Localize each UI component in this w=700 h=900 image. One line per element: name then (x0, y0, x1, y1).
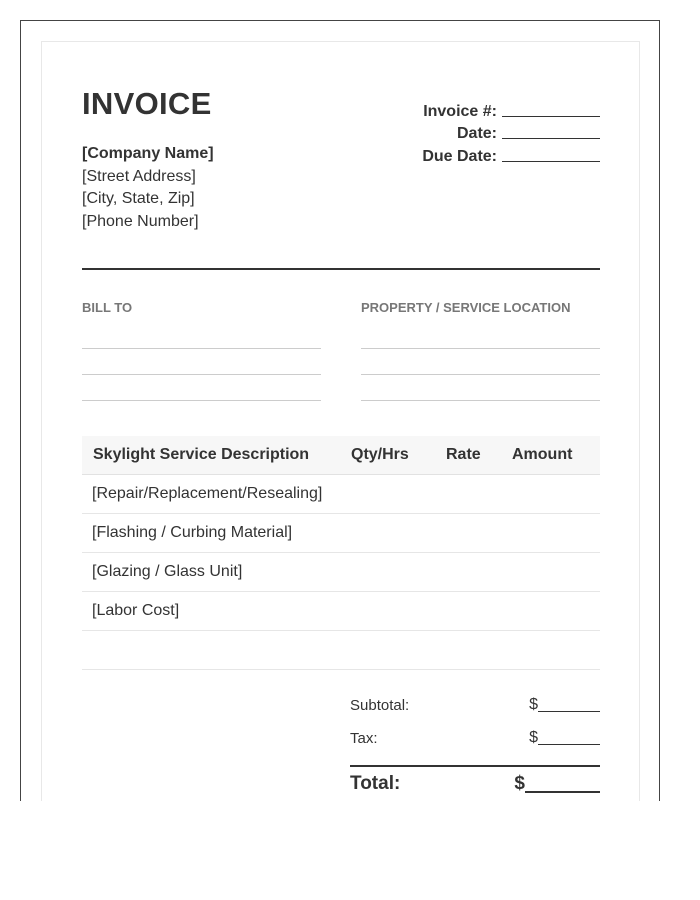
table-row-divider (82, 552, 600, 553)
company-info (82, 143, 214, 233)
items-table-header (82, 436, 600, 475)
service-location-line-1[interactable] (361, 348, 600, 349)
invoice-meta (422, 98, 600, 166)
due-date-label: Due Date: (422, 147, 497, 165)
company-phone: [Phone Number] (82, 212, 199, 230)
company-name: [Company Name] (82, 145, 214, 162)
service-location-line-2[interactable] (361, 374, 600, 375)
company-street-address: [Street Address] (82, 167, 196, 185)
subtotal-label: Subtotal: (350, 697, 410, 714)
tax-blank[interactable] (538, 730, 600, 745)
header-divider (82, 268, 600, 270)
total-blank[interactable] (525, 775, 600, 793)
tax-label: Tax: (350, 730, 378, 747)
bill-to-line-3[interactable] (82, 400, 321, 401)
total-label: Total: (350, 773, 401, 794)
service-location-line-3[interactable] (361, 400, 600, 401)
column-header-description: Skylight Service Description (93, 446, 310, 463)
table-row-description[interactable]: [Repair/Replacement/Resealing] (92, 485, 323, 502)
table-row-description[interactable]: [Glazing / Glass Unit] (92, 563, 243, 580)
invoice-number-label: Invoice #: (423, 102, 497, 120)
table-empty-row-divider (82, 669, 600, 670)
tax-currency-symbol: $ (529, 729, 538, 746)
table-row-divider (82, 591, 600, 592)
bill-to-line-2[interactable] (82, 374, 321, 375)
date-row (422, 121, 600, 144)
date-field[interactable] (502, 124, 600, 139)
bill-to-label: BILL TO (82, 300, 133, 315)
subtotal-field[interactable] (529, 696, 600, 714)
column-header-amount: Amount (512, 446, 573, 463)
invoice-number-row (422, 98, 600, 121)
table-row-description[interactable]: [Flashing / Curbing Material] (92, 524, 293, 541)
total-divider (350, 765, 600, 767)
tax-field[interactable] (529, 729, 600, 747)
subtotal-currency-symbol: $ (529, 696, 538, 713)
date-label: Date: (456, 125, 497, 142)
service-location-label: PROPERTY / SERVICE LOCATION (361, 300, 571, 315)
due-date-field[interactable] (502, 147, 600, 162)
total-field[interactable] (514, 773, 600, 795)
invoice-number-field[interactable] (502, 102, 600, 117)
subtotal-blank[interactable] (538, 697, 600, 712)
bill-to-line-1[interactable] (82, 348, 321, 349)
table-row-divider (82, 513, 600, 514)
table-row-divider (82, 630, 600, 631)
invoice-title: INVOICE (82, 86, 212, 121)
column-header-qty-hrs: Qty/Hrs (351, 446, 409, 463)
due-date-row (422, 143, 600, 166)
table-row-description[interactable]: [Labor Cost] (92, 602, 180, 619)
column-header-rate: Rate (446, 446, 481, 463)
company-city-state-zip: [City, State, Zip] (82, 190, 195, 207)
total-currency-symbol: $ (514, 773, 525, 794)
